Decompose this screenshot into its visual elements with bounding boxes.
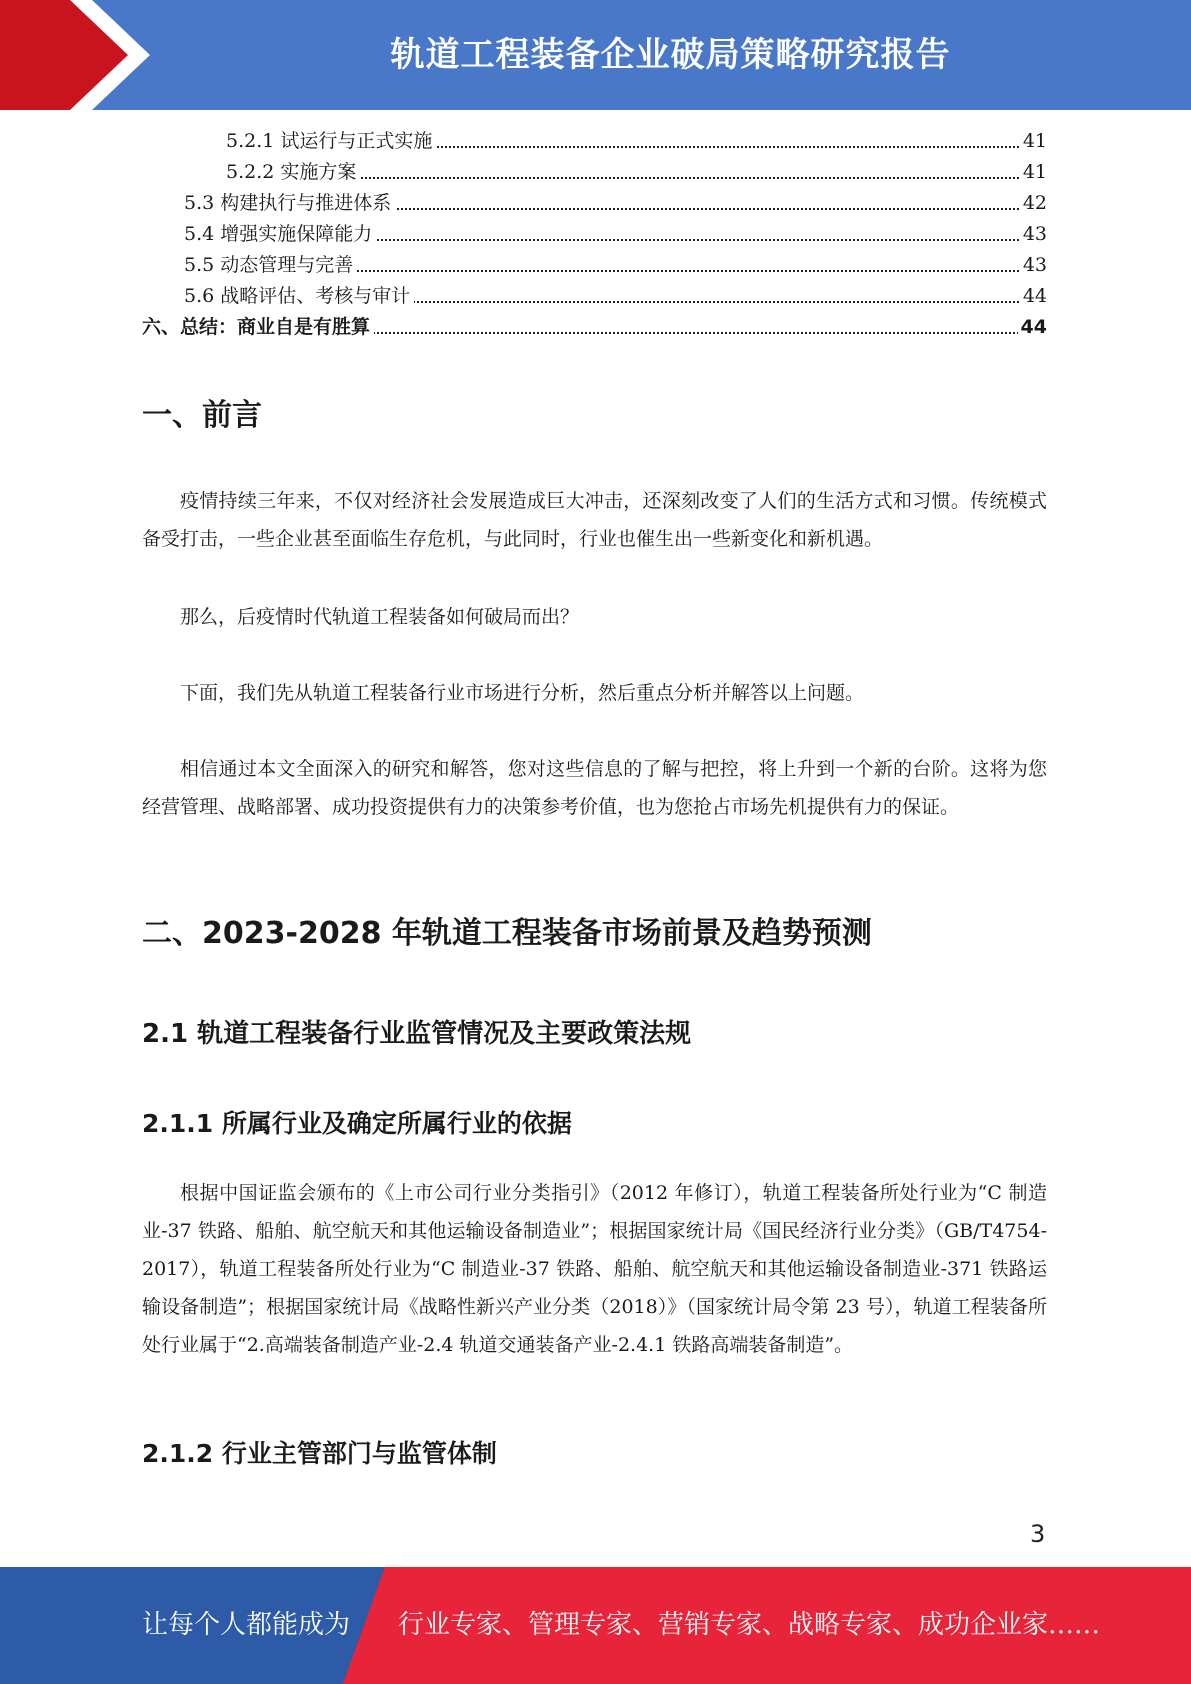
section-heading: 二、2023-2028 年轨道工程装备市场前景及趋势预测 [142,916,872,951]
toc-entry-label: 六、总结：商业自是有胜算 [142,312,374,343]
page-number: 3 [1030,1520,1046,1548]
paragraph: 疫情持续三年来，不仅对经济社会发展造成巨大冲击，还深刻改变了人们的生活方式和习惯。传统模式备受打击，一些企业甚至面临生存危机，与此同时，行业也催生出一些新变化和新机遇。 [142,490,1047,550]
toc-entry-page: 43 [1020,250,1047,281]
toc-entry-page: 43 [1020,219,1047,250]
page-footer [0,1567,1191,1684]
header-red-arrow [0,0,150,110]
paragraph: 相信通过本文全面深入的研究和解答，您对这些信息的了解与把控，将上升到一个新的台阶。这将为您经营管理、战略部署、成功投资提供有力的决策参考价值，也为您抢占市场先机提供有力的保证。 [142,758,1047,818]
subsection-heading: 2.1.2 行业主管部门与监管体制 [142,1439,497,1468]
paragraph: 下面，我们先从轨道工程装备行业市场进行分析，然后重点分析并解答以上问题。 [180,682,865,704]
toc-entry-label: 5.2.2 实施方案 [226,157,360,188]
toc-entry-page: 44 [1020,281,1047,312]
toc-entry-label: 5.2.1 试运行与正式实施 [226,126,436,157]
toc-entry-page: 41 [1020,157,1047,188]
toc-entry-label: 5.5 动态管理与完善 [184,250,357,281]
subsection-heading: 2.1.1 所属行业及确定所属行业的依据 [142,1109,572,1138]
toc-entry-page: 42 [1020,188,1047,219]
subsection-heading: 2.1 轨道工程装备行业监管情况及主要政策法规 [142,1019,692,1049]
toc-entry-page: 41 [1020,126,1047,157]
section-heading: 一、前言 [142,398,262,433]
toc-entry-label: 5.6 战略评估、考核与审计 [184,281,414,312]
footer-slogan-right: 行业专家、管理专家、营销专家、战略专家、成功企业家…… [398,1610,1101,1640]
report-title: 轨道工程装备企业破局策略研究报告 [390,35,951,75]
paragraph: 根据中国证监会颁布的《上市公司行业分类指引》（2012 年修订），轨道工程装备所处行业为“C 制造业-37 铁路、船舶、航空航天和其他运输设备制造业”；根据国家统计局《国民经济行业分类》（GB/T4754-2017），轨道工程装备所处行业为“C 制造业-37 铁路、船舶、航空航天和其他运输设备制造业-371 铁路运输设备制造”；根据国家统计局《战略性新兴产业分类（2018）》（国家统计局令第 23 号），轨道工程装备所处行业属于“2.高端装备制造产业-2.4 轨道交通装备产业-2.4.1 铁路高端装备制造”。 [142,1182,1047,1356]
toc-entry-label: 5.3 构建执行与推进体系 [184,188,395,219]
toc-entry-label: 5.4 增强实施保障能力 [184,219,376,250]
toc-entry-page: 44 [1018,312,1047,343]
footer-slogan-left: 让每个人都能成为 [142,1610,351,1640]
paragraph: 那么，后疫情时代轨道工程装备如何破局而出？ [180,606,580,628]
